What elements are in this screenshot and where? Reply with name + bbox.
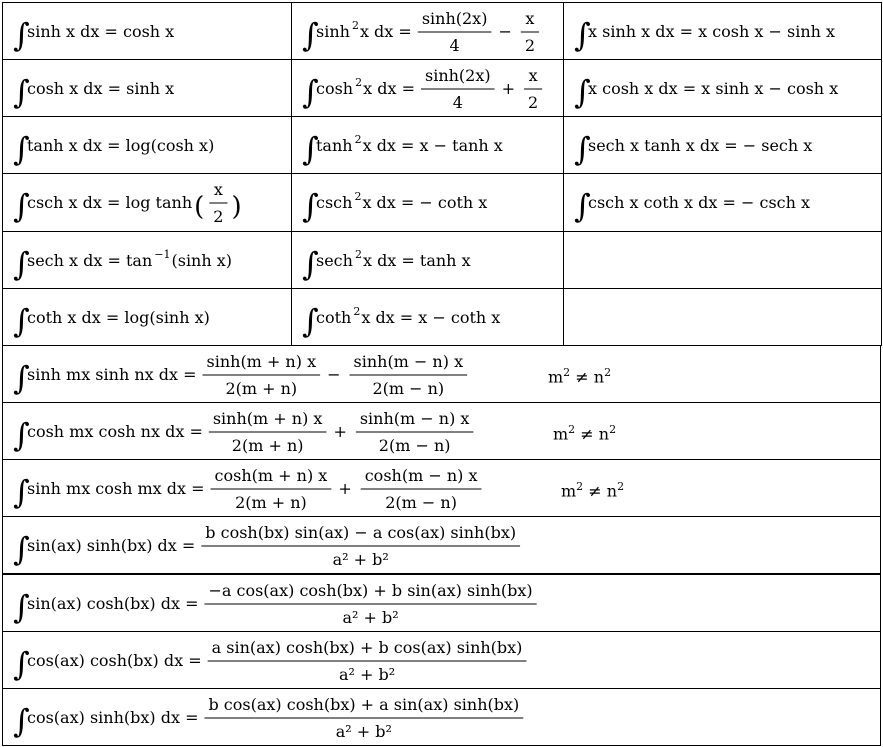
integral-sign: ∫ (574, 16, 591, 54)
integral-formula (13, 632, 876, 688)
formula-text: cos(ax) sinh(bx) dx = (27, 707, 199, 727)
integral-sign: ∫ (302, 301, 319, 340)
formula-drawing (302, 174, 559, 230)
integral-sign: ∫ (574, 73, 591, 112)
table-cell (291, 288, 564, 346)
integral-sign: ∫ (13, 244, 30, 283)
formula-text: tanh x dx = log(cosh x) (27, 136, 215, 156)
integral-formula (13, 460, 876, 516)
denominator: 2 (213, 207, 224, 227)
condition-base: m (553, 424, 569, 444)
superscript: 2 (354, 133, 362, 147)
formula-text: csch x coth x dx = − csch x (588, 193, 811, 213)
numerator: a sin(ax) cosh(bx) + b cos(ax) sinh(bx) (211, 637, 523, 657)
table-cell (2, 402, 881, 460)
operator: − (327, 364, 341, 384)
integral-formula (302, 232, 559, 288)
formula-drawing (13, 403, 876, 459)
integral-formula (13, 517, 876, 573)
formula-text: tanh (316, 136, 353, 156)
integral-sign: ∫ (302, 16, 319, 54)
formula-text: sech x dx = tan (27, 250, 153, 270)
numerator: sinh(m + n) x (206, 351, 317, 371)
denominator: 2(m + n) (231, 436, 304, 456)
superscript: 2 (354, 247, 362, 261)
integral-sign: ∫ (13, 701, 30, 740)
integral-sign: ∫ (13, 587, 30, 626)
table-cell (2, 288, 292, 346)
formula-drawing (302, 289, 559, 345)
formula-text: sinh x dx = cosh x (27, 22, 175, 41)
numerator: cosh(m − n) x (364, 466, 478, 486)
integral-formula (13, 232, 287, 288)
integral-formula (13, 346, 876, 402)
denominator: 2(m + n) (225, 378, 298, 398)
condition-exponent: 2 (617, 480, 625, 494)
table-cell (2, 688, 881, 746)
table-cell (2, 116, 292, 174)
integral-sign: ∫ (13, 358, 30, 397)
formula-text: x dx = − coth x (362, 193, 488, 213)
formula-text: sin(ax) sinh(bx) dx = (27, 536, 196, 556)
formula-text: sinh (316, 22, 350, 41)
formula-drawing (13, 60, 287, 116)
condition-relation: ≠ n (583, 481, 618, 501)
integral-sign: ∫ (574, 187, 591, 226)
condition-exponent: 2 (563, 365, 571, 379)
integral-sign: ∫ (302, 130, 319, 169)
condition-relation: ≠ n (575, 424, 610, 444)
integral-sign: ∫ (13, 73, 30, 112)
denominator: 2 (524, 36, 536, 55)
integral-formula (302, 60, 559, 116)
integral-formula (13, 60, 287, 116)
formula-drawing (13, 517, 876, 573)
table-cell (563, 288, 882, 346)
formula-text: cos(ax) cosh(bx) dx = (27, 650, 202, 670)
formula-text: x dx = x − tanh x (362, 136, 503, 156)
formula-text: x sinh x dx = x cosh x − sinh x (588, 22, 836, 41)
integral-formula (13, 3, 287, 59)
formula-text: cosh mx cosh nx dx = (27, 422, 203, 442)
denominator: 2(m + n) (235, 493, 307, 513)
formula-drawing (13, 632, 876, 688)
formula-text: cosh x dx = sinh x (27, 79, 175, 99)
condition (561, 480, 624, 500)
formula-text: sin(ax) cosh(bx) dx = (27, 593, 199, 613)
table-cell (563, 231, 882, 289)
integral-formula (302, 3, 559, 59)
table-cell (2, 2, 292, 60)
formula-text: cosh (316, 79, 354, 99)
formula-text: sech x tanh x dx = − sech x (588, 136, 813, 156)
integral-sign: ∫ (13, 16, 30, 54)
integral-sign: ∫ (13, 416, 30, 455)
formula-text: x dx = (359, 22, 412, 41)
denominator: a² + b² (342, 607, 399, 627)
denominator: a² + b² (338, 664, 396, 684)
integral-sign: ∫ (13, 187, 30, 226)
integral-formula (13, 117, 287, 173)
table-cell (2, 516, 881, 574)
integral-formula (302, 174, 559, 230)
formula-drawing (13, 689, 876, 745)
integral-sign: ∫ (13, 644, 30, 683)
formula-text: x cosh x dx = x sinh x − cosh x (588, 79, 839, 99)
formula-drawing (13, 117, 287, 173)
table-cell (291, 173, 564, 231)
formula-text: coth (316, 307, 352, 327)
operator: + (333, 422, 347, 442)
condition-exponent: 2 (576, 480, 584, 494)
table-cell (2, 574, 881, 632)
numerator: x (213, 180, 223, 200)
operator: + (338, 479, 352, 499)
formula-drawing (13, 174, 287, 230)
formula-text: sech (316, 250, 353, 270)
formula-text: coth x dx = log(sinh x) (27, 307, 210, 327)
numerator: sinh(m − n) x (359, 409, 470, 429)
formula-drawing (574, 3, 877, 59)
condition (548, 366, 611, 386)
integral-table (2, 2, 881, 745)
superscript: 2 (351, 19, 359, 32)
denominator: 4 (449, 36, 460, 55)
superscript: 2 (354, 190, 362, 204)
formula-drawing (574, 60, 877, 116)
formula-drawing (13, 575, 876, 631)
condition-relation: ≠ n (570, 367, 605, 387)
formula-text: (sinh x) (171, 250, 233, 270)
operator: + (501, 79, 516, 99)
formula-drawing (574, 174, 877, 230)
table-cell (563, 2, 882, 60)
table-cell (563, 173, 882, 231)
formula-drawing (302, 232, 559, 288)
formula-drawing (302, 117, 559, 173)
formula-drawing (13, 289, 287, 345)
denominator: 2(m − n) (372, 378, 445, 398)
integral-formula (574, 174, 877, 230)
denominator: 4 (452, 93, 463, 113)
table-cell (291, 2, 564, 60)
table-cell (291, 59, 564, 117)
numerator: −a cos(ax) cosh(bx) + b sin(ax) sinh(bx) (208, 580, 533, 600)
integral-sign: ∫ (574, 130, 591, 169)
numerator: b cosh(bx) sin(ax) − a cos(ax) sinh(bx) (205, 523, 517, 543)
integral-sign: ∫ (13, 301, 30, 340)
formula-drawing (574, 117, 877, 173)
condition-base: m (548, 367, 564, 387)
formula-drawing (13, 232, 287, 288)
superscript: 2 (353, 304, 361, 318)
integral-formula (574, 3, 877, 59)
numerator: sinh(2x) (421, 9, 488, 28)
denominator: a² + b² (332, 550, 389, 570)
condition-exponent: 2 (568, 423, 576, 437)
integral-formula (302, 117, 559, 173)
formula-text: csch (316, 193, 353, 213)
formula-drawing (302, 60, 559, 116)
numerator: b cos(ax) cosh(bx) + a sin(ax) sinh(bx) (208, 694, 520, 714)
parenthesis: ) (231, 192, 242, 223)
condition-exponent: 2 (604, 365, 612, 379)
superscript: −1 (154, 247, 171, 261)
integral-sign: ∫ (13, 473, 30, 512)
integral-sign: ∫ (13, 530, 30, 569)
formula-text: x dx = (363, 79, 415, 99)
condition-base: m (561, 481, 577, 501)
parenthesis: ( (194, 192, 205, 223)
superscript: 2 (355, 76, 363, 90)
integral-formula (13, 174, 287, 230)
formula-text: sinh mx cosh mx dx = (27, 479, 205, 499)
denominator: a² + b² (335, 721, 392, 741)
condition (553, 423, 616, 443)
table-cell (291, 116, 564, 174)
table-cell (563, 59, 882, 117)
integral-sign: ∫ (13, 130, 30, 169)
integral-sign: ∫ (302, 244, 319, 283)
formula-text: x dx = tanh x (362, 250, 471, 270)
table-cell (2, 231, 292, 289)
table-cell (2, 459, 881, 517)
formula-drawing (13, 460, 876, 516)
numerator: cosh(m + n) x (214, 466, 328, 486)
table-cell (2, 345, 881, 403)
integral-formula (13, 575, 876, 631)
denominator: 2(m − n) (385, 493, 457, 513)
numerator: sinh(m + n) x (212, 409, 323, 429)
numerator: sinh(2x) (424, 66, 491, 86)
formula-drawing (13, 346, 876, 402)
numerator: sinh(m − n) x (353, 351, 464, 371)
numerator: x (528, 66, 538, 86)
table-cell (2, 59, 292, 117)
denominator: 2 (528, 93, 539, 113)
denominator: 2(m − n) (378, 436, 451, 456)
integral-formula (302, 289, 559, 345)
operator: − (498, 22, 512, 41)
integral-formula (13, 403, 876, 459)
table-cell (2, 631, 881, 689)
formula-text: csch x dx = log tanh (27, 193, 193, 213)
formula-text: x dx = x − coth x (361, 307, 501, 327)
table-cell (291, 231, 564, 289)
condition-exponent: 2 (609, 423, 617, 437)
integral-formula (13, 289, 287, 345)
table-cell (2, 173, 292, 231)
integral-sign: ∫ (302, 73, 319, 112)
integral-formula (574, 60, 877, 116)
numerator: x (525, 9, 535, 28)
table-cell (563, 116, 882, 174)
integral-sign: ∫ (302, 187, 319, 226)
integral-formula (13, 689, 876, 745)
formula-drawing (13, 3, 287, 59)
formula-text: sinh mx sinh nx dx = (27, 364, 197, 384)
formula-drawing (302, 3, 559, 59)
integral-formula (574, 117, 877, 173)
